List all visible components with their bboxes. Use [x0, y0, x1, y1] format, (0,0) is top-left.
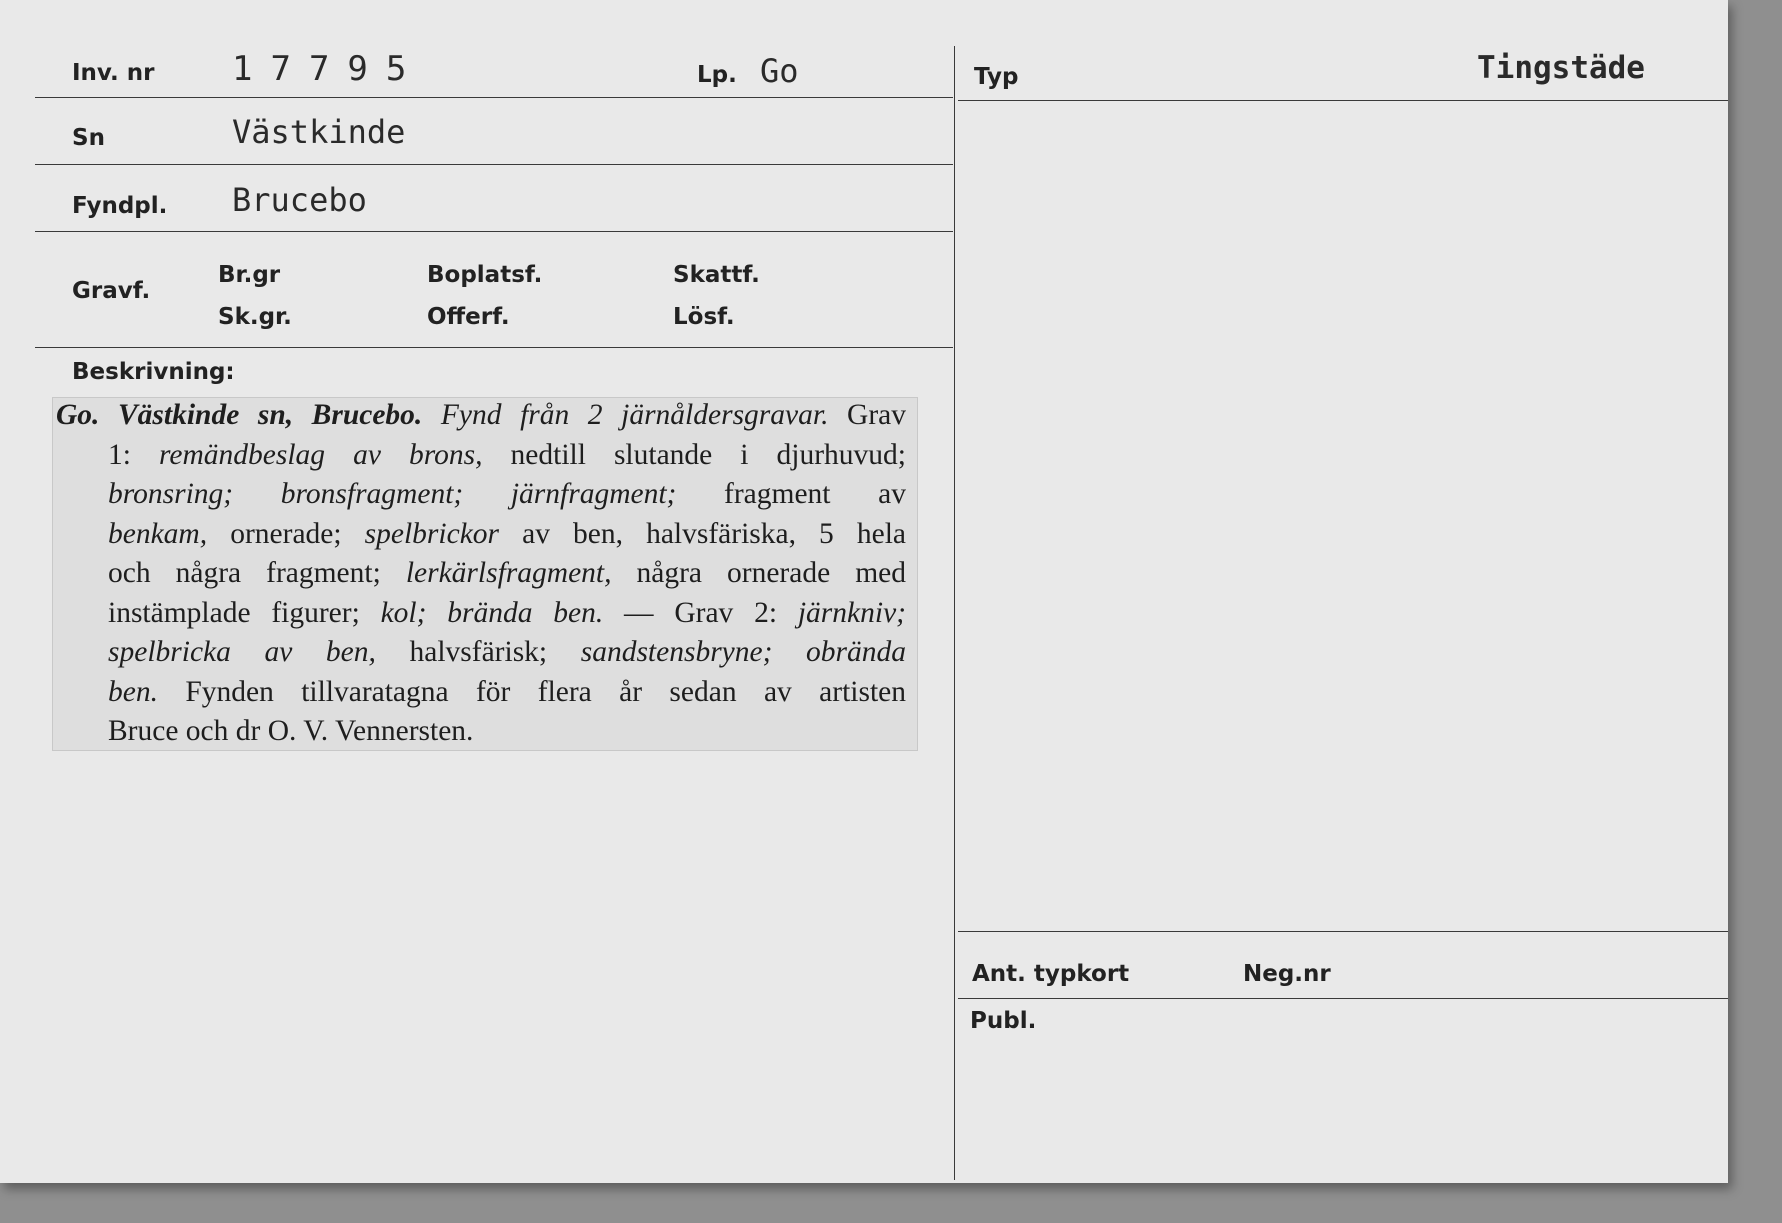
description-line — [56, 554, 906, 594]
sk-gr-label: Sk.gr. — [218, 304, 292, 330]
inv-nr-value: 17795 — [232, 49, 425, 89]
description-segment: Bruce och dr O. V. Vennersten. — [108, 715, 474, 747]
description-segment: av ben, halvsfäriska, 5 hela — [499, 517, 907, 550]
neg-nr-label: Neg.nr — [1243, 961, 1331, 987]
rule-gravf — [35, 347, 953, 348]
description-line — [56, 594, 906, 634]
description-line — [56, 396, 906, 436]
description-segment: — Grav 2: — [603, 596, 798, 629]
br-gr-label: Br.gr — [218, 262, 281, 288]
description-segment: kol; brända ben. — [380, 596, 604, 629]
fyndpl-label: Fyndpl. — [72, 193, 168, 219]
gravf-label: Gravf. — [72, 278, 151, 304]
description-segment: bronsring; bronsfragment; järnfragment; — [108, 478, 677, 510]
description-segment: och några fragment; — [108, 557, 406, 589]
ant-typkort-label: Ant. typkort — [972, 961, 1130, 987]
description-segment: Grav — [828, 399, 907, 431]
fyndpl-value: Brucebo — [232, 181, 367, 219]
description-segment: remändbeslag av brons, — [159, 438, 483, 471]
description-line — [56, 712, 906, 752]
rule-ant-typkort-bottom — [958, 998, 1728, 999]
description-segment: benkam, — [108, 517, 208, 550]
description-segment: Go. Västkinde sn, Brucebo. — [56, 399, 423, 431]
description-text — [56, 396, 906, 752]
rule-typ — [958, 100, 1728, 101]
description-segment: Fynden tillvaratagna för flera år sedan av artisten — [157, 675, 906, 708]
lp-label: Lp. — [697, 62, 737, 88]
description-segment: några ornerade med — [611, 557, 906, 589]
rule-inv — [35, 97, 953, 98]
description-line — [56, 515, 906, 555]
description-segment: spelbrickor — [364, 517, 500, 550]
description-segment: järnkniv; — [797, 596, 906, 629]
inv-nr-label: Inv. nr — [72, 60, 155, 86]
description-segment: nedtill slutande i djurhuvud; — [482, 438, 907, 471]
sn-label: Sn — [72, 125, 105, 151]
description-segment: ornerade; — [207, 517, 365, 550]
description-line — [56, 475, 906, 515]
rule-fyndpl — [35, 231, 953, 232]
description-line — [56, 436, 906, 476]
description-segment: ben. — [108, 675, 158, 708]
typ-label: Typ — [974, 64, 1019, 90]
rule-sn — [35, 164, 953, 165]
description-segment: instämplade figurer; — [108, 596, 381, 629]
description-segment: spelbricka av ben, — [108, 636, 376, 668]
description-segment — [422, 399, 441, 431]
offerf-label: Offerf. — [427, 304, 510, 330]
description-segment: halvsfärisk; — [375, 636, 581, 668]
sn-value: Västkinde — [232, 113, 406, 151]
publ-label: Publ. — [970, 1008, 1037, 1034]
skattf-label: Skattf. — [673, 262, 760, 288]
losf-label: Lösf. — [673, 304, 735, 330]
description-line — [56, 673, 906, 713]
beskrivning-label: Beskrivning: — [72, 359, 235, 385]
column-divider — [954, 46, 955, 1180]
description-segment: sandstensbryne; obrända — [580, 636, 907, 668]
rule-ant-typkort-top — [958, 931, 1728, 932]
description-segment: 1: — [108, 438, 159, 471]
description-line — [56, 633, 906, 673]
description-segment: fragment av — [676, 478, 906, 510]
lp-value: Go — [760, 52, 799, 90]
boplatsf-label: Boplatsf. — [427, 262, 543, 288]
typ-value: Tingstäde — [1477, 50, 1645, 86]
description-segment: lerkärlsfragment, — [405, 557, 612, 589]
description-segment: Fynd från 2 järnåldersgravar. — [440, 399, 829, 431]
